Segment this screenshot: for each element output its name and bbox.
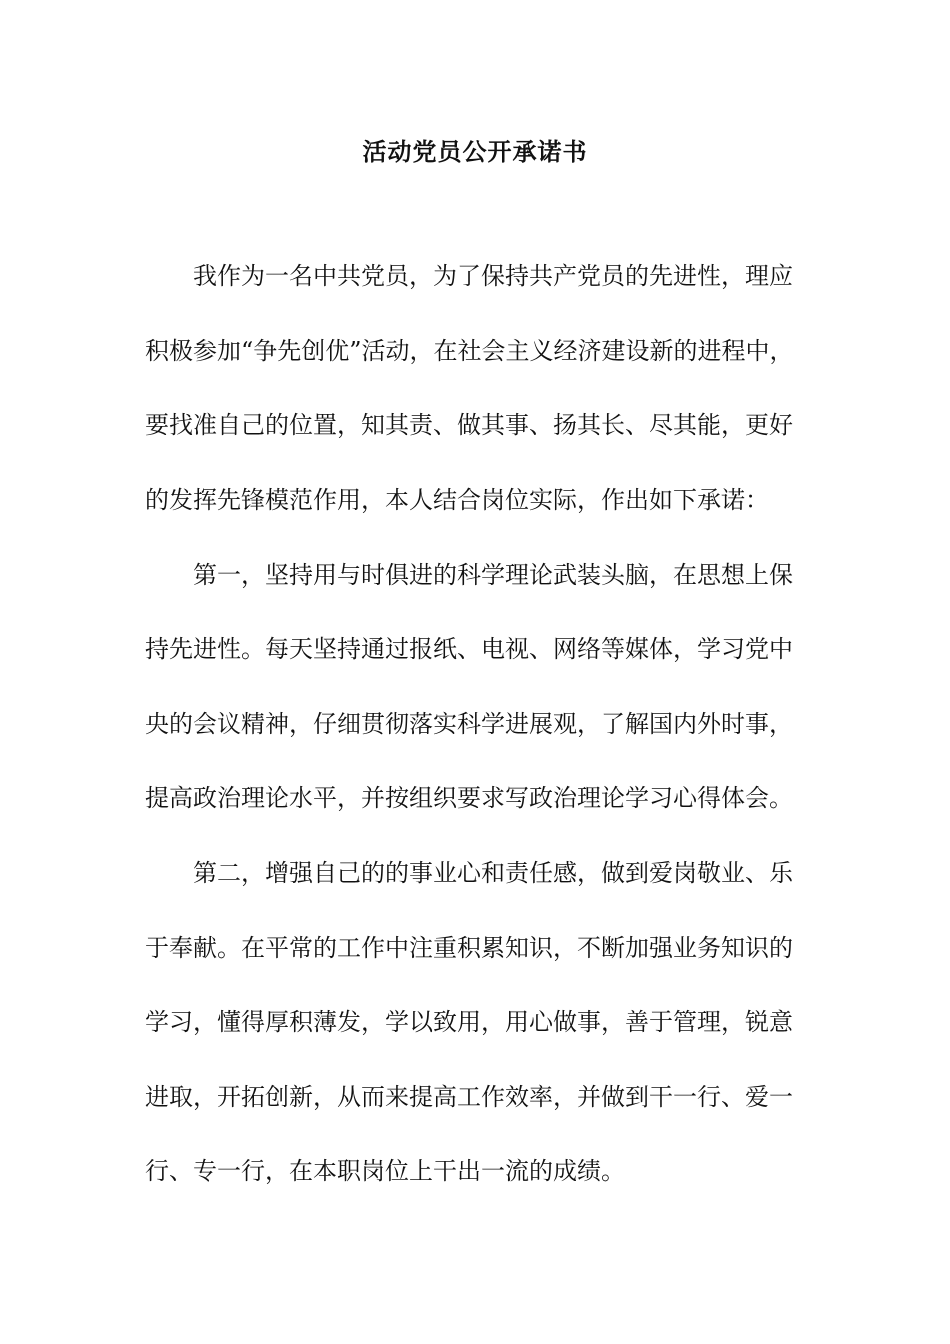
paragraph-1-line-2: 积极参加“争先创优”活动，在社会主义经济建设新的进程中， [145, 337, 794, 365]
paragraph-2-line-1: 第一，坚持用与时俱进的科学理论武装头脑，在思想上保 [193, 561, 793, 589]
paragraph-3-line-1: 第二，增强自己的的事业心和责任感，做到爱岗敬业、乐 [193, 859, 793, 887]
paragraph-1-line-4: 的发挥先锋模范作用，本人结合岗位实际，作出如下承诺： [145, 486, 769, 514]
paragraph-3-line-2: 于奉献。在平常的工作中注重积累知识，不断加强业务知识的 [145, 934, 793, 962]
paragraph-2-line-4: 提高政治理论水平，并按组织要求写政治理论学习心得体会。 [145, 784, 793, 812]
paragraph-3-line-3: 学习，懂得厚积薄发，学以致用，用心做事，善于管理，锐意 [145, 1008, 793, 1036]
paragraph-3-line-5: 行、专一行，在本职岗位上干出一流的成绩。 [145, 1157, 625, 1185]
document-title: 活动党员公开承诺书 [362, 137, 588, 166]
paragraph-2-line-3: 央的会议精神，仔细贯彻落实科学进展观，了解国内外时事， [145, 710, 793, 738]
paragraph-2-line-2: 持先进性。每天坚持通过报纸、电视、网络等媒体，学习党中 [145, 635, 793, 663]
paragraph-1-line-1: 我作为一名中共党员，为了保持共产党员的先进性，理应 [193, 262, 793, 290]
paragraph-1-line-3: 要找准自己的位置，知其责、做其事、扬其长、尽其能，更好 [145, 411, 793, 439]
paragraph-3-line-4: 进取，开拓创新，从而来提高工作效率，并做到干一行、爱一 [145, 1083, 793, 1111]
